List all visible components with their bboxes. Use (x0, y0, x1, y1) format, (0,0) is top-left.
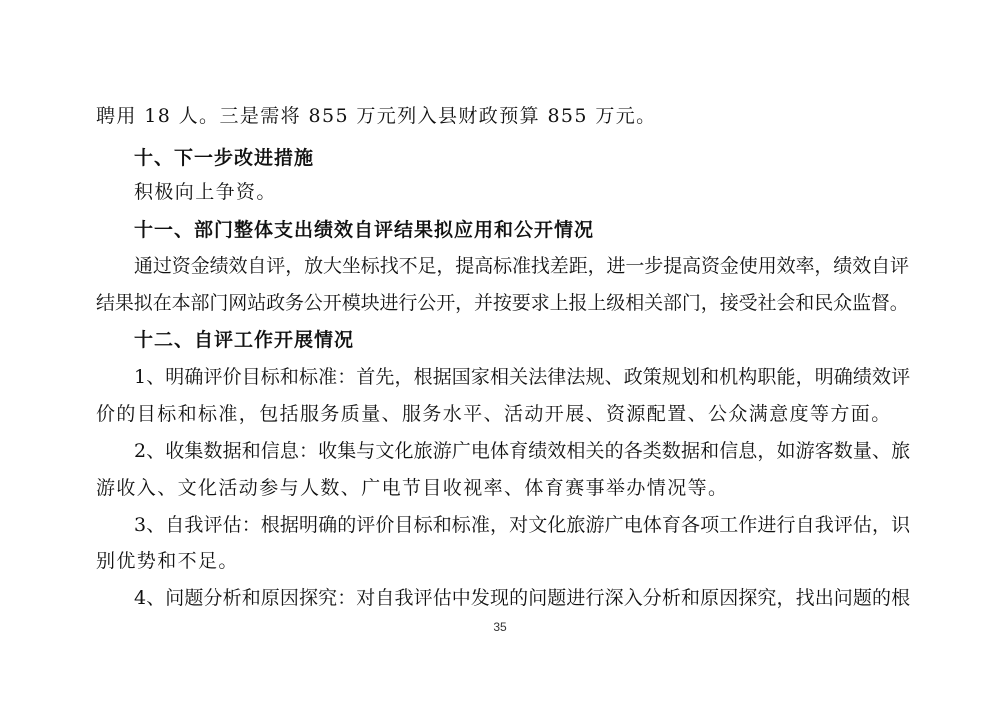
paragraph-line-14: 4、问题分析和原因探究：对自我评估中发现的问题进行深入分析和原因探究，找出问题的根 (134, 587, 911, 609)
section-heading-10: 十、下一步改进措施 (134, 147, 315, 169)
paragraph-line-10: 2、收集数据和信息：收集与文化旅游广电体育绩效相关的各类数据和信息，如游客数量、旅 (134, 440, 911, 462)
section-heading-12: 十二、自评工作开展情况 (134, 329, 355, 351)
paragraph-line-5: 通过资金绩效自评，放大坐标找不足，提高标准找差距，进一步提高资金使用效率，绩效自评 (134, 255, 909, 277)
paragraph-line-3: 积极向上争资。 (134, 181, 277, 203)
paragraph-line-8: 1、明确评价目标和标准：首先，根据国家相关法律法规、政策规划和机构职能，明确绩效评 (134, 366, 911, 388)
paragraph-line-6: 结果拟在本部门网站政务公开模块进行公开，并按要求上报上级相关部门，接受社会和民众监督。 (96, 292, 909, 314)
paragraph-line-11: 游收入、文化活动参与人数、广电节目收视率、体育赛事举办情况等。 (96, 477, 729, 499)
paragraph-line-1: 聘用 18 人。三是需将 855 万元列入县财政预算 855 万元。 (96, 105, 657, 127)
page-number: 35 (493, 620, 507, 634)
section-heading-11: 十一、部门整体支出绩效自评结果拟应用和公开情况 (134, 219, 595, 241)
paragraph-line-13: 别优势和不足。 (96, 550, 239, 572)
paragraph-line-9: 价的目标和标准，包括服务质量、服务水平、活动开展、资源配置、公众满意度等方面。 (96, 403, 892, 425)
paragraph-line-12: 3、自我评估：根据明确的评价目标和标准，对文化旅游广电体育各项工作进行自我评估，识 (134, 514, 911, 536)
